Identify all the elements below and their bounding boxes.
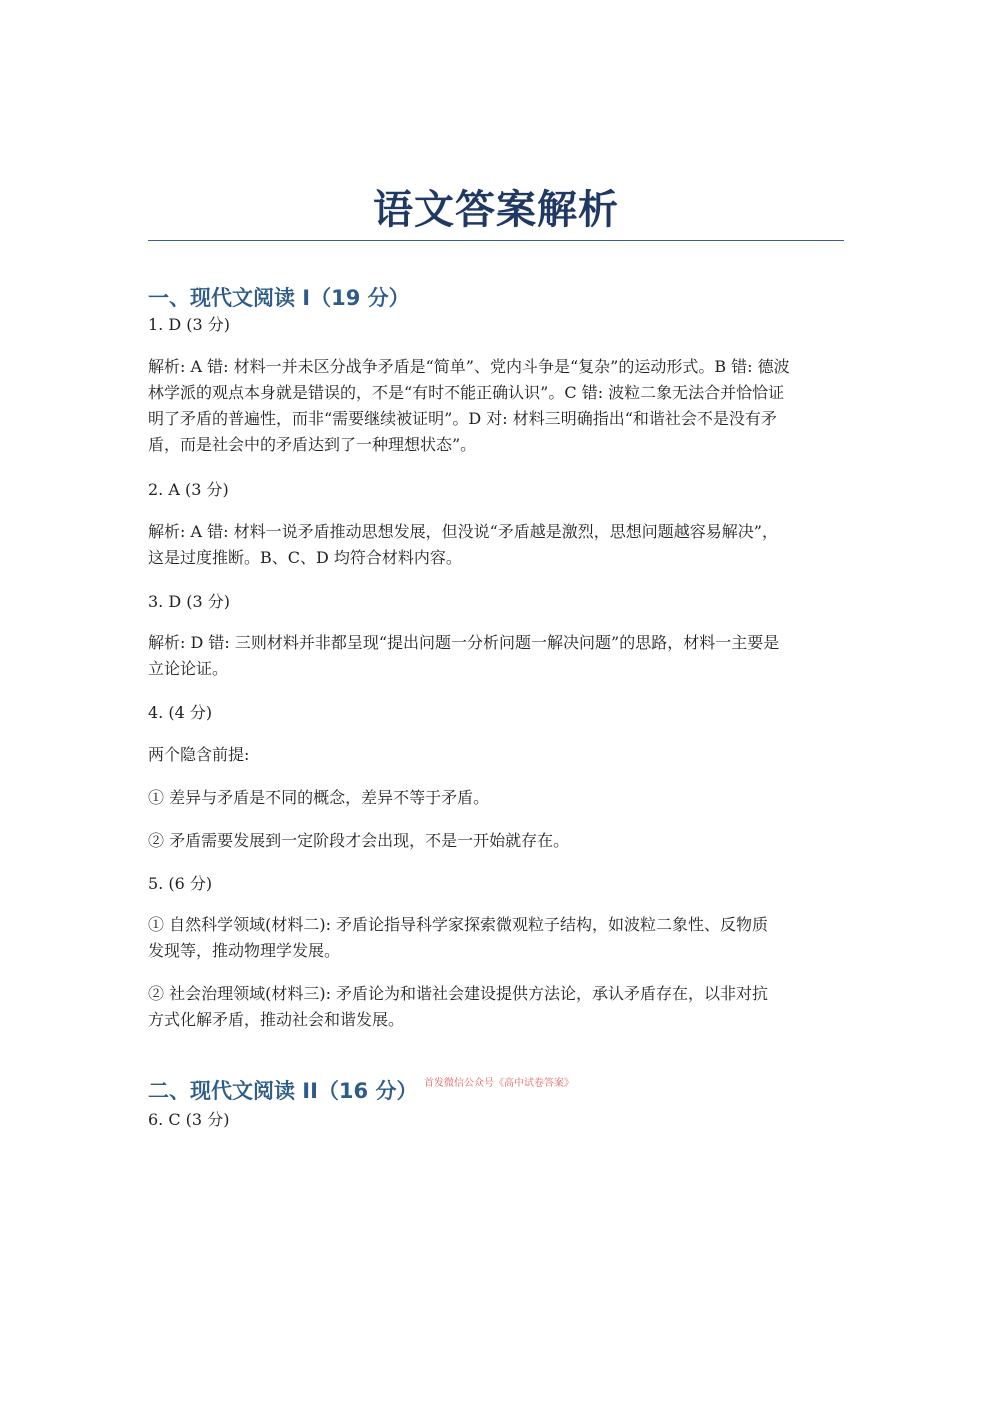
question-1-label: 1. D (3 分) xyxy=(148,315,231,334)
question-6-label: 6. C (3 分) xyxy=(148,1110,230,1129)
question-5-label: 5. (6 分) xyxy=(148,874,213,893)
question-1-explanation-line: 盾，而是社会中的矛盾达到了一种理想状态”。 xyxy=(148,435,477,454)
question-5-item-1-line: ① 自然科学领域(材料二): 矛盾论指导科学家探索微观粒子结构，如波粒二象性、反物质 xyxy=(148,915,769,934)
question-5-item-2-line: ② 社会治理领域(材料三): 矛盾论为和谐社会建设提供方法论，承认矛盾存在，以非对抗 xyxy=(148,984,769,1003)
question-2-label: 2. A (3 分) xyxy=(148,480,229,499)
question-2-explanation-line: 解析: A 错: 材料一说矛盾推动思想发展，但没说“矛盾越是激烈，思想问题越容易解决”， xyxy=(148,522,778,541)
section-heading-1: 一、现代文阅读 I（19 分） xyxy=(148,286,410,310)
document-title: 语文答案解析 xyxy=(373,187,619,233)
question-4-item: ② 矛盾需要发展到一定阶段才会出现，不是一开始就存在。 xyxy=(148,831,570,850)
question-3-explanation-line: 解析: D 错: 三则材料并非都呈现“提出问题一分析问题一解决问题”的思路，材料一主要是 xyxy=(148,633,780,652)
question-1-explanation-line: 明了矛盾的普遍性，而非“需要继续被证明”。D 对: 材料三明确指出“和谐社会不是没有矛 xyxy=(148,409,777,428)
question-4-label: 4. (4 分) xyxy=(148,703,213,722)
question-4-intro: 两个隐含前提: xyxy=(148,745,250,764)
title-divider xyxy=(148,240,844,241)
question-5-item-2-line: 方式化解矛盾，推动社会和谐发展。 xyxy=(148,1010,405,1029)
question-1-explanation-line: 林学派的观点本身就是错误的，不是“有时不能正确认识”。C 错: 波粒二象无法合并恰恰证 xyxy=(148,383,785,402)
question-2-explanation-line: 这是过度推断。B、C、D 均符合材料内容。 xyxy=(148,548,462,567)
question-1-explanation-line: 解析: A 错: 材料一并未区分战争矛盾是“简单”、党内斗争是“复杂”的运动形式。B 错: 德波 xyxy=(148,357,790,376)
question-5-item-1-line: 发现等，推动物理学发展。 xyxy=(148,941,341,960)
watermark-text: 首发微信公众号《高中试卷答案》 xyxy=(424,1078,574,1089)
question-3-label: 3. D (3 分) xyxy=(148,592,231,611)
question-3-explanation-line: 立论论证。 xyxy=(148,659,229,678)
section-heading-2: 二、现代文阅读 II（16 分） xyxy=(148,1079,418,1103)
question-4-item: ① 差异与矛盾是不同的概念，差异不等于矛盾。 xyxy=(148,788,490,807)
